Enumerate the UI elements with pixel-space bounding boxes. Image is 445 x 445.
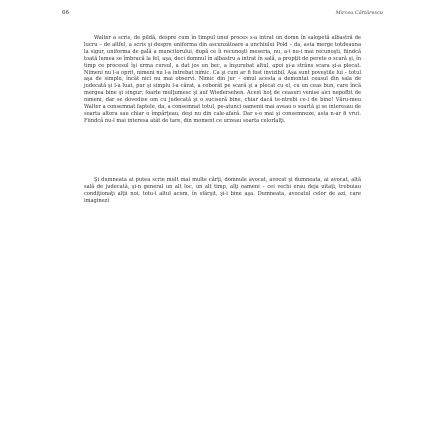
running-head: Mircea Cărtărescu [335,10,383,16]
page-number: 66 [62,10,69,16]
body-text [84,35,361,204]
paragraph: Walter a scris, de pildă, despre cum în timpul unui proces s-a intrat un domn în salopetă albastră de lucru – de altfel, a scris şi despre uniforma din ascunzătoare a unchiului Pold – da, asta merge totdeauna la sigur, uniforma de gală a muncitorului, după ce îi recunoşti meseria, nu, a-i nu-i mai recunoşti, fiindcă toată lumea se îmbracă la fel, aşa, deci domnul în albastru a intrat în sală, a propţit de perete o scară şi, în timp ce procesul îşi urma cursul, a dat jos un bec, a înşurubat altul, apoi şi-a strâns scara şi-a plecat. Nimeni nu l-a oprit, nimeni nu l-a întrebat nimic. Ca şi cum ar fi fost invizibil. Aşa sunt poveştile lui – totul aşa de simplu, încât nici nu mai observi. Nimic din jur – omul acesta a demontat ceasul din sala de judecată şi l-a luat, pur şi simplu l-a cărat, a coborât pe scară şi a plecat cu el, cu un ceas bun, care încă mergea bine şi singur; foarte mulţumesc şi auf Wiedersehen. Acest hoţ de ceasuri venise aici nepoftit de nimeni, dar se dovedise om cu judecată şi o suciseră bine, chiar dacă te-ntrebi ce-i de bine! Văru-meu Walter a consemnat faptele, da, a consemnat totul, pe-atunci oamenii mai aveau o soartă şi se interesau de soarta altora sau chiar o împărţeau, deşi nu din cale-afară. Dar s-o mai şi consemneze, asta n-ar fi vrut. Fiindcă nu-l mai interesa atât de tare, din moment ce urzeau soarta celorlalţi. [84,35,361,124]
page-header [0,10,445,24]
paragraph: Şi dumneata ai putea scrie mult mai multe cărţi, domnule avocat, avocat şi dumneata, ai avocat, altă sală de judecată, şi-n general un alt loc, un alt timp, alţi oameni – cei vechi erau deja uitaţi, trebuiau condiţionaţi alţii noi, totu-i altul acum, în sfârşit, şi-i bine aşa. Dumneata, avocatul celor de azi, care imaginezi [84,176,361,204]
